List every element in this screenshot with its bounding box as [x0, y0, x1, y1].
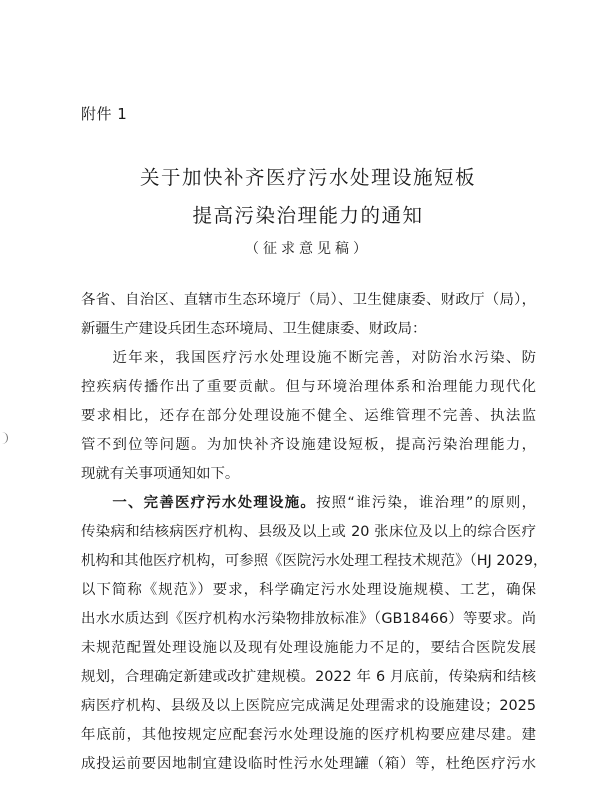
- document-title-line-1: 关于加快补齐医疗污水处理设施短板: [139, 166, 476, 189]
- intro-line-2: 控疾病传播作出了重要贡献。但与环境治理体系和治理能力现代化: [81, 379, 536, 395]
- binding-edge-mark: [0, 432, 8, 444]
- document-title-line-2: 提高污染治理能力的通知: [192, 204, 424, 227]
- intro-line-4: 管不到位等问题。为加快补齐设施建设短板，提高污染治理能力，: [81, 437, 536, 453]
- draft-note: （征求意见稿）: [245, 241, 371, 257]
- intro-line-3: 要求相比，还存在部分处理设施不健全、运维管理不完善、执法监: [81, 408, 536, 424]
- recipients-line-1: 各省、自治区、直辖市生态环境厅（局）、卫生健康委、财政厅（局），: [81, 292, 536, 308]
- section1-line: 以下简称《规范》）要求，科学确定污水处理设施规模、工艺，确保: [81, 582, 536, 598]
- section1-line: 机构和其他医疗机构，可参照《医院污水处理工程技术规范》（HJ 2029，: [81, 553, 548, 569]
- recipients-line-2: 新疆生产建设兵团生态环境局、卫生健康委、财政局：: [81, 321, 427, 337]
- section1-line: 病医疗机构、县级及以上医院应完成满足处理需求的设施建设；2025: [81, 698, 536, 714]
- section1-line: 成投运前要因地制宜建设临时性污水处理罐（箱）等，杜绝医疗污水: [81, 756, 536, 772]
- intro-line-1: 近年来，我国医疗污水处理设施不断完善，对防治水污染、防: [81, 350, 536, 366]
- section1-line: 规划，合理确定新建或改扩建规模。2022 年 6 月底前，传染病和结核: [81, 669, 536, 685]
- section1-line: 出水水质达到《医疗机构水污染物排放标准》（GB18466）等要求。尚: [81, 611, 536, 627]
- section1-first-line: [81, 491, 536, 516]
- attachment-label: 附件 1: [81, 105, 128, 123]
- section1-line: 未规范配置处理设施以及现有处理设施能力不足的，要结合医院发展: [81, 640, 536, 656]
- intro-line-5: 现就有关事项通知如下。: [81, 466, 240, 482]
- section1-line: 传染病和结核病医疗机构、县级及以上或 20 张床位及以上的综合医疗: [81, 524, 536, 540]
- section1-line: 年底前，其他按规定应配套污水处理设施的医疗机构要应建尽建。建: [81, 727, 536, 743]
- section1-first-line-text: 按照“谁污染，谁治理”的原则，: [316, 495, 536, 511]
- section1-heading: 一、完善医疗污水处理设施。: [81, 495, 317, 511]
